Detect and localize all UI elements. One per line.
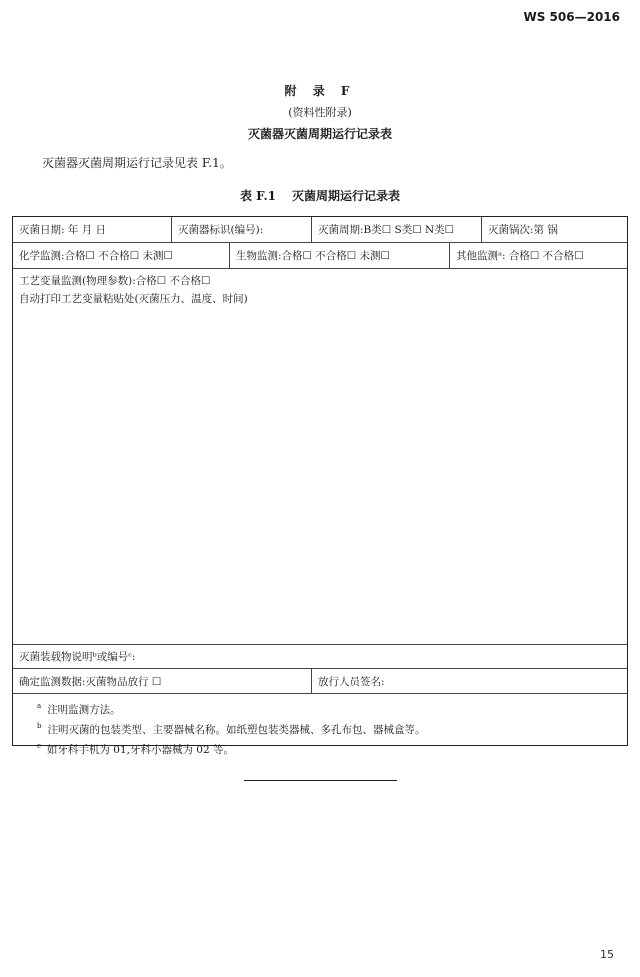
appendix-subtitle: (资料性附录) <box>288 106 352 119</box>
table-note <box>37 722 425 737</box>
release-confirmation-cell: 确定监测数据:灭菌物品放行 ☐ <box>19 675 162 688</box>
note-text: 如牙科手机为 01,牙科小器械为 02 等。 <box>46 744 234 756</box>
chemical-monitoring-cell: 化学监测:合格☐ 不合格☐ 未测☐ <box>19 250 173 262</box>
process-variable-monitoring-label: 工艺变量监测(物理参数):合格☐ 不合格☐ <box>19 275 211 287</box>
note-text: 注明监测方法。 <box>47 704 121 716</box>
table-note <box>37 742 234 757</box>
intro-paragraph: 灭菌器灭菌周期运行记录见表 F.1。 <box>42 156 232 170</box>
appendix-heading: 灭菌器灭菌周期运行记录表 <box>247 127 392 141</box>
table-caption-label: 表 F.1 <box>239 189 276 203</box>
sterilization-record-table <box>12 216 628 756</box>
table-row <box>13 645 627 669</box>
standard-number: WS 506—2016 <box>523 10 620 24</box>
table-row <box>13 669 627 694</box>
other-monitoring-cell: 其他监测ᵃ: 合格☐ 不合格☐ <box>449 243 627 268</box>
sterilization-batch-cell: 灭菌锅次:第 锅 <box>481 217 627 242</box>
note-mark: a <box>37 702 42 710</box>
sterilization-date-cell: 灭菌日期: 年 月 日 <box>19 224 107 236</box>
table-row <box>13 243 627 269</box>
note-mark: b <box>37 722 42 730</box>
table-row <box>13 269 627 645</box>
table-caption-title: 灭菌周期运行记录表 <box>292 189 401 203</box>
page-number: 15 <box>600 948 614 961</box>
appendix-title: 附 录 F <box>284 84 356 98</box>
load-description-cell: 灭菌装载物说明ᵇ或编号ᶜ: <box>19 651 136 663</box>
note-text: 注明灭菌的包装类型、主要器械名称。如纸塑包装类器械、多孔布包、器械盒等。 <box>47 724 426 736</box>
end-rule-divider <box>244 780 397 781</box>
table-note <box>37 702 121 717</box>
sterilization-cycle-cell: 灭菌周期:B类☐ S类☐ N类☐ <box>311 217 481 242</box>
table-row <box>13 217 627 243</box>
note-mark: c <box>37 742 41 750</box>
table-caption <box>0 187 640 204</box>
release-signature-cell: 放行人员签名: <box>311 669 627 693</box>
printout-paste-area-label: 自动打印工艺变量粘贴处(灭菌压力、温度、时间) <box>19 293 248 305</box>
sterilizer-id-cell: 灭菌器标识(编号): <box>171 217 311 242</box>
biological-monitoring-cell: 生物监测:合格☐ 不合格☐ 未测☐ <box>229 243 449 268</box>
table-notes <box>13 694 627 756</box>
